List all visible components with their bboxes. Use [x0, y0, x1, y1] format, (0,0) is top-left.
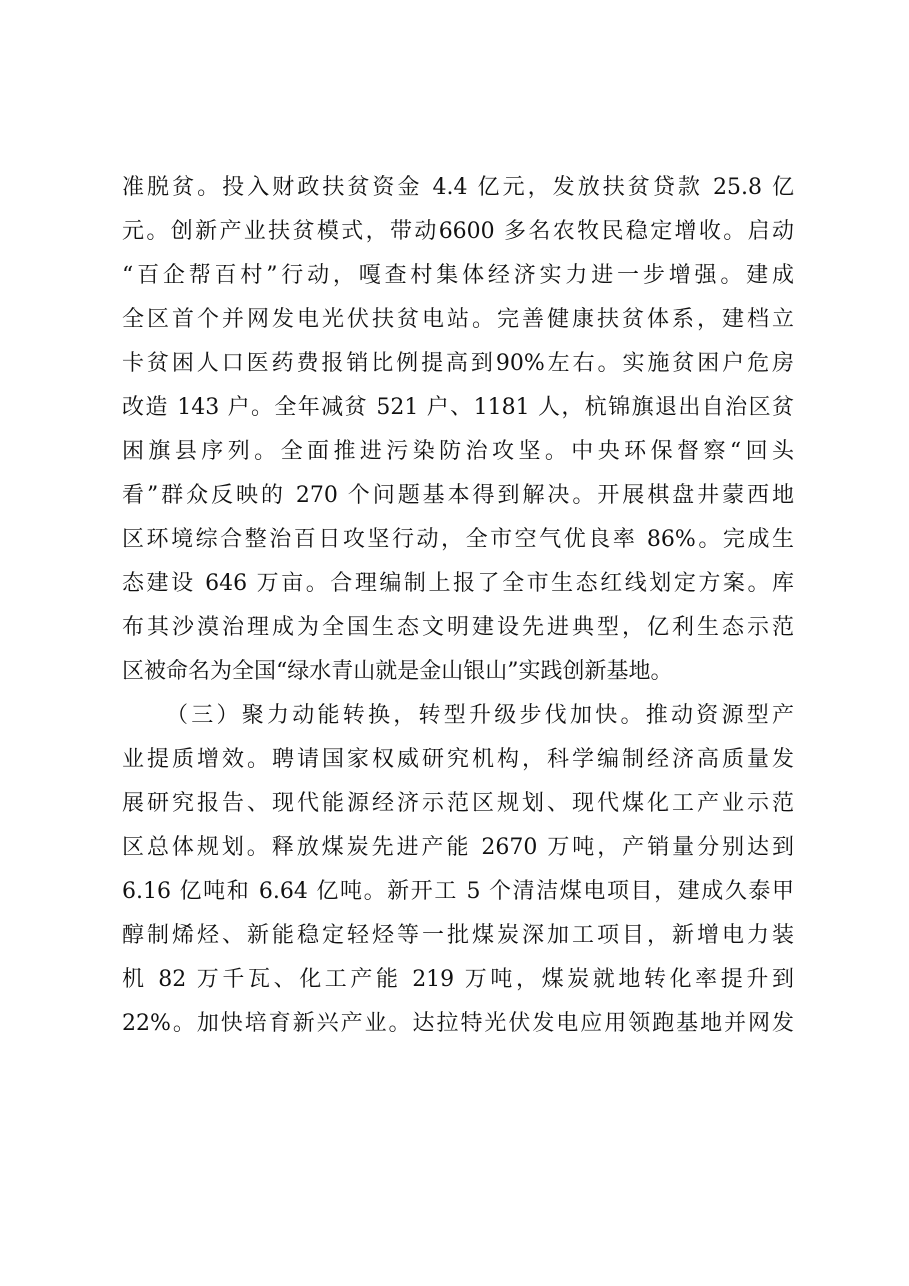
section-heading-line: （三）聚力动能转换，转型升级步伐加快。推动资源型产	[166, 703, 794, 728]
text-line: 全区首个并网发电光伏扶贫电站。完善健康扶贫体系，建档立	[122, 307, 794, 332]
text-line: 展研究报告、现代能源经济示范区规划、现代煤化工产业示范	[122, 791, 794, 816]
paragraph-end-line: 区被命名为全国“绿水青山就是金山银山”实践创新基地。	[122, 659, 673, 684]
text-line: 元。创新产业扶贫模式，带动6600 多名农牧民稳定增收。启动	[122, 219, 794, 244]
text-line: 醇制烯烃、新能稳定轻烃等一批煤炭深加工项目，新增电力装	[122, 923, 794, 948]
text-line: “百企帮百村”行动，嘎查村集体经济实力进一步增强。建成	[122, 263, 794, 288]
text-line: 态建设 646 万亩。合理编制上报了全市生态红线划定方案。库	[122, 571, 794, 596]
text-line: 困旗县序列。全面推进污染防治攻坚。中央环保督察“回头	[122, 439, 794, 464]
text-line: 区总体规划。释放煤炭先进产能 2670 万吨，产销量分别达到	[122, 835, 794, 860]
text-line: 业提质增效。聘请国家权威研究机构，科学编制经济高质量发	[122, 747, 794, 772]
text-line: 准脱贫。投入财政扶贫资金 4.4 亿元，发放扶贫贷款 25.8 亿	[122, 175, 794, 200]
text-line: 区环境综合整治百日攻坚行动，全市空气优良率 86%。完成生	[122, 527, 794, 552]
text-line: 卡贫困人口医药费报销比例提高到90%左右。实施贫困户危房	[122, 351, 794, 376]
text-line: 6.16 亿吨和 6.64 亿吨。新开工 5 个清洁煤电项目，建成久泰甲	[122, 879, 794, 904]
text-line: 22%。加快培育新兴产业。达拉特光伏发电应用领跑基地并网发	[122, 1011, 794, 1036]
text-line: 布其沙漠治理成为全国生态文明建设先进典型，亿利生态示范	[122, 615, 794, 640]
text-line: 机 82 万千瓦、化工产能 219 万吨，煤炭就地转化率提升到	[122, 967, 794, 992]
text-line: 看”群众反映的 270 个问题基本得到解决。开展棋盘井蒙西地	[122, 483, 794, 508]
text-line: 改造 143 户。全年减贫 521 户、1181 人，杭锦旗退出自治区贫	[122, 395, 794, 420]
body-text	[122, 166, 794, 1046]
